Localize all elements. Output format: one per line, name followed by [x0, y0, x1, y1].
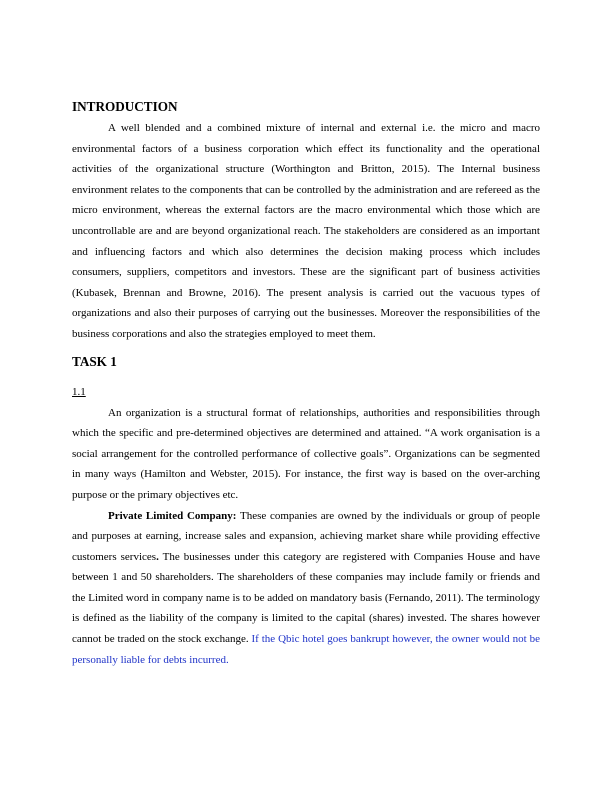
- document-page: [72, 96, 540, 670]
- private-limited-company-term: Private Limited Company:: [108, 509, 237, 522]
- section-number-1-1: 1.1: [72, 385, 86, 398]
- introduction-heading: INTRODUCTION: [72, 99, 178, 114]
- private-text-part-2: The businesses under this category are registered with Companies House and have between 1 and 50 shareholders. The shareholders of these companies may include family or friends and the Limited word in company name is to be added on mandatory basis (Fernando, 2011). The terminology is defined as the liability of the company is limited to the capital (shares) invested. The shares however cannot be traded on the stock exchange.: [72, 550, 541, 646]
- task1-heading: TASK 1: [72, 353, 117, 369]
- introduction-paragraph: A well blended and a combined mixture of internal and external i.e. the micro and macro environmental factors of a business corporation which effect its functionality and the operational activities of the organizational structure (Worthington and Britton, 2015). The Internal business environment relates to the components that can be controlled by the administration and are refereed as the micro environment, whereas the external factors are the macro environmental which those which are uncontrollable are and are beyond organizational reach. The stakeholders are considered as an important and influencing factors and which also determines the decision making process which includes consumers, suppliers, competitors and investors. These are the significant part of business activities (Kubasek, Brennan and Browne, 2016). The present analysis is carried out the vacuous types of organizations and also their purposes of carrying out the businesses. Moreover the responsibilities of the business corporations and also the strategies employed to meet them.: [72, 122, 540, 340]
- private-text-part-1: These companies are owned by the individuals or group of people and purposes at earning, increase sales and expansion, achieving market share while providing effective customers services: [72, 509, 541, 563]
- private-bold-period: .: [156, 550, 159, 563]
- section-1-1-paragraph: An organization is a structural format of relationships, authorities and responsibilities through which the specific and pre-determined objectives are determined and attained. “A work organisation is a social arrangement for the controlled performance of collective goals”. Organizations can be segmented in many ways (Hamilton and Webster, 2015). For instance, the first way is based on the over-arching purpose or the primary objectives etc.: [72, 406, 540, 501]
- qbic-hotel-note: If the Qbic hotel goes bankrupt however, the owner would not be personally liable for debts incurred.: [72, 633, 540, 666]
- private-limited-company-paragraph: [72, 506, 540, 671]
